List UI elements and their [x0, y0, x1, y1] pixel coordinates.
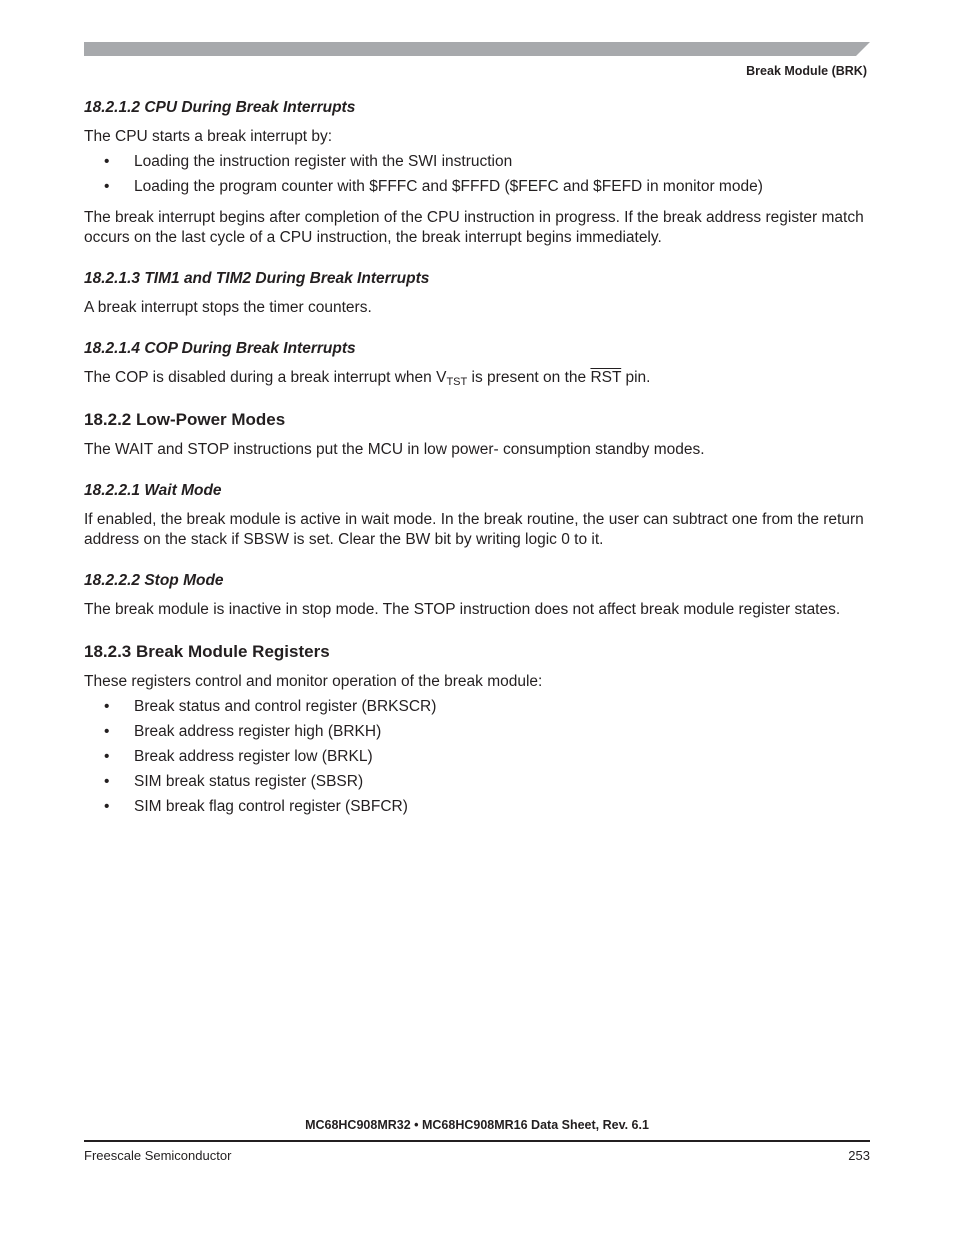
list-item: [84, 772, 870, 792]
list-item: [84, 177, 870, 197]
text-run: is present on the: [467, 369, 591, 386]
bullet-icon: •: [104, 698, 110, 715]
section-heading-18-2-1-2: 18.2.1.2 CPU During Break Interrupts: [84, 99, 356, 116]
list-item-text: SIM break status register (SBSR): [134, 773, 364, 790]
footer-title: MC68HC908MR32 • MC68HC908MR16 Data Sheet, Rev. 6.1: [305, 1118, 649, 1132]
section-heading-18-2-2: 18.2.2 Low-Power Modes: [84, 410, 286, 429]
text-run: pin.: [621, 369, 651, 386]
footer-rule: [84, 1140, 870, 1142]
bullet-icon: •: [104, 153, 110, 170]
list-item: [84, 152, 870, 172]
section-heading-18-2-2-1: 18.2.2.1 Wait Mode: [84, 482, 222, 499]
rst-signal: $\overline{RST}$: [590, 369, 622, 386]
list-item-text: Break address register low (BRKL): [134, 748, 373, 765]
footer-company: Freescale Semiconductor: [84, 1148, 232, 1163]
list-item-text: SIM break flag control register (SBFCR): [134, 798, 408, 815]
bullet-icon: •: [104, 723, 110, 740]
bullet-list: [84, 697, 870, 817]
bullet-icon: •: [104, 748, 110, 765]
list-item-text: Loading the instruction register with the SWI instruction: [134, 153, 513, 170]
header-bar: [84, 42, 870, 56]
list-item: [84, 747, 870, 767]
section-intro: These registers control and monitor operation of the break module:: [84, 673, 543, 690]
section-heading-18-2-2-2: 18.2.2.2 Stop Mode: [84, 572, 224, 589]
bullet-icon: •: [104, 178, 110, 195]
paragraph: The break interrupt begins after completion of the CPU instruction in progress. If the break address register match occurs on the last cycle of a CPU instruction, the break interrupt begins immediately.: [84, 209, 864, 246]
list-item: [84, 697, 870, 717]
bullet-icon: •: [104, 798, 110, 815]
list-item-text: Loading the program counter with $FFFC and $FFFD ($FEFC and $FEFD in monitor mode): [134, 178, 763, 195]
paragraph: [84, 368, 870, 388]
paragraph: The break module is inactive in stop mode. The STOP instruction does not affect break module register states.: [84, 601, 841, 618]
section-heading-18-2-1-3: 18.2.1.3 TIM1 and TIM2 During Break Interrupts: [84, 270, 430, 287]
paragraph: A break interrupt stops the timer counters.: [84, 299, 372, 316]
list-item-text: Break address register high (BRKH): [134, 723, 382, 740]
subscript: TST: [446, 376, 468, 388]
paragraph: The WAIT and STOP instructions put the MCU in low power- consumption standby modes.: [84, 441, 705, 458]
text-run: The COP is disabled during a break interrupt when V: [84, 369, 447, 386]
paragraph: If enabled, the break module is active in wait mode. In the break routine, the user can subtract one from the return address on the stack if SBSW is set. Clear the BW bit by writing logic 0 to it.: [84, 511, 864, 548]
list-item-text: Break status and control register (BRKSCR): [134, 698, 437, 715]
list-item: [84, 797, 870, 817]
bullet-icon: •: [104, 773, 110, 790]
running-head: Break Module (BRK): [746, 64, 867, 78]
section-intro: The CPU starts a break interrupt by:: [84, 128, 333, 145]
section-heading-18-2-3: 18.2.3 Break Module Registers: [84, 642, 330, 661]
bullet-list: [84, 152, 870, 197]
page-content: [84, 98, 870, 828]
section-heading-18-2-1-4: 18.2.1.4 COP During Break Interrupts: [84, 340, 356, 357]
list-item: [84, 722, 870, 742]
page-number: 253: [848, 1148, 870, 1163]
